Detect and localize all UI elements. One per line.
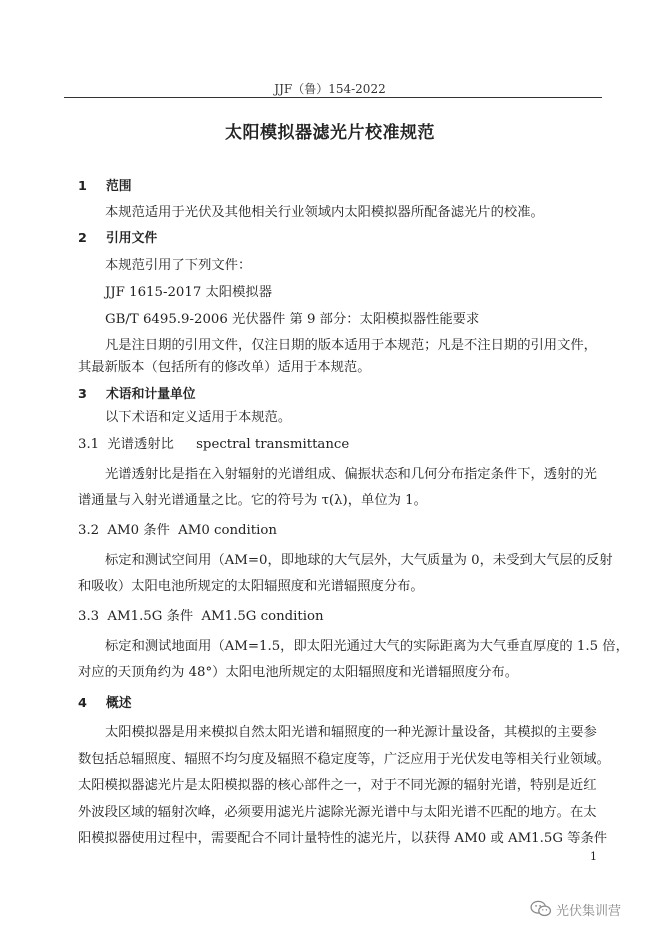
- header-divider: [64, 97, 602, 98]
- section-3-heading: [78, 385, 196, 405]
- term-3-1-heading: [78, 435, 349, 455]
- section-title: 概述: [106, 696, 132, 711]
- term-3-1-definition-line: 谱通量与入射光谱通量之比。它的符号为 τ(λ)，单位为 1。: [78, 493, 427, 508]
- term-number: 3.2: [78, 523, 100, 538]
- term-english: spectral transmittance: [196, 437, 350, 452]
- document-title: 太阳模拟器滤光片校准规范: [225, 123, 435, 143]
- section-4-paragraph-line: 数包括总辐照度、辐照不均匀度及辐照不稳定度等，广泛应用于光伏发电等相关行业领域。: [78, 752, 610, 767]
- section-number: 4: [78, 696, 87, 711]
- term-name: AM0 条件: [107, 523, 170, 538]
- section-title: 范围: [106, 179, 132, 194]
- term-3-2-heading: [78, 521, 277, 541]
- section-2-paragraph-line: 凡是注日期的引用文件，仅注日期的版本适用于本规范；凡是不注日期的引用文件，: [105, 338, 597, 353]
- section-4-paragraph-line: 太阳模拟器是用来模拟自然太阳光谱和辐照度的一种光源计量设备，其模拟的主要参: [105, 725, 597, 740]
- section-2-heading: [78, 229, 157, 249]
- term-3-3-definition-line: 标定和测试地面用（AM=1.5，即太阳光通过大气的实际距离为大气垂直厚度的 1.5 倍，: [105, 639, 629, 654]
- reference-item: JJF 1615-2017 太阳模拟器: [105, 285, 272, 300]
- page-number: 1: [590, 850, 597, 863]
- term-3-2-definition-line: 和吸收）太阳电池所规定的太阳辐照度和光谱辐照度分布。: [78, 579, 424, 594]
- term-3-3-heading: [78, 607, 324, 627]
- watermark-text: 光伏集训营: [556, 903, 622, 919]
- term-3-2-definition-line: 标定和测试空间用（AM=0，即地球的大气层外，大气质量为 0，未受到大气层的反射: [105, 553, 613, 568]
- standard-code: JJF（鲁）154-2022: [274, 82, 386, 96]
- section-2-paragraph-line: 其最新版本（包括所有的修改单）适用于本规范。: [78, 360, 371, 375]
- section-title: 引用文件: [106, 231, 158, 246]
- section-1-paragraph: 本规范适用于光伏及其他相关行业领域内太阳模拟器所配备滤光片的校准。: [105, 205, 544, 220]
- section-1-heading: [78, 177, 132, 197]
- reference-item: GB/T 6495.9-2006 光伏器件 第 9 部分：太阳模拟器性能要求: [105, 312, 480, 327]
- term-number: 3.1: [78, 437, 100, 452]
- watermark: [530, 896, 621, 922]
- section-title: 术语和计量单位: [106, 387, 196, 402]
- term-name: AM1.5G 条件: [107, 609, 194, 624]
- section-2-intro: 本规范引用了下列文件：: [105, 258, 252, 273]
- term-number: 3.3: [78, 609, 100, 624]
- section-number: 3: [78, 387, 87, 402]
- term-3-3-definition-line: 对应的天顶角约为 48°）太阳电池所规定的太阳辐照度和光谱辐照度分布。: [78, 665, 518, 680]
- section-4-paragraph-line: 阳模拟器使用过程中，需要配合不同计量特性的滤光片，以获得 AM0 或 AM1.5G 等条件: [78, 831, 608, 846]
- section-number: 1: [78, 179, 87, 194]
- term-name: 光谱透射比: [107, 437, 174, 452]
- section-4-heading: [78, 694, 132, 714]
- section-3-intro: 以下术语和定义适用于本规范。: [105, 410, 292, 425]
- section-number: 2: [78, 231, 87, 246]
- section-4-paragraph-line: 外波段区域的辐射次峰，必须要用滤光片滤除光源光谱中与太阳光谱不匹配的地方。在太: [78, 805, 597, 820]
- section-4-paragraph-line: 太阳模拟器滤光片是太阳模拟器的核心部件之一，对于不同光源的辐射光谱，特别是近红: [78, 778, 597, 793]
- term-english: AM1.5G condition: [201, 609, 324, 624]
- term-3-1-definition-line: 光谱透射比是指在入射辐射的光谱组成、偏振状态和几何分布指定条件下，透射的光: [105, 467, 597, 482]
- term-english: AM0 condition: [178, 523, 277, 538]
- wechat-icon: [530, 900, 552, 918]
